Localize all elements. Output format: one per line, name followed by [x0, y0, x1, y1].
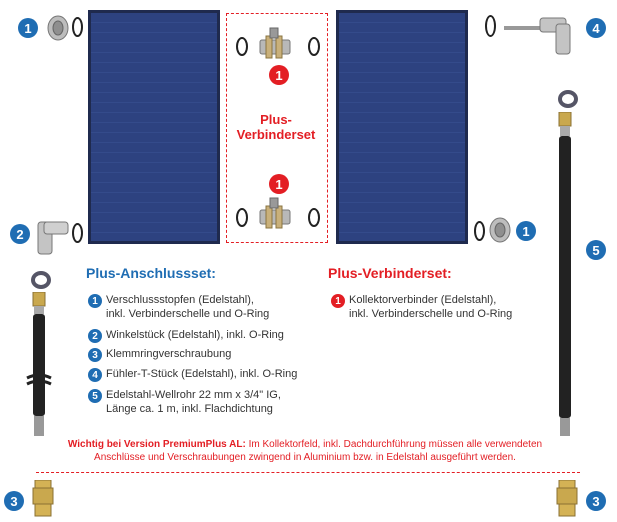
connector-set-title-line1: Plus-	[260, 112, 292, 127]
verbinderset-item	[349, 293, 549, 321]
o-ring-icon	[72, 17, 83, 37]
section-divider	[36, 472, 580, 473]
badge-left-elbow: 2	[10, 224, 30, 244]
item-text-line1: Fühler-T-Stück (Edelstahl), inkl. O-Ring	[106, 368, 298, 380]
anschlussset-item	[106, 293, 336, 321]
badge-connector-top: 1	[269, 65, 289, 85]
badge-bottom-left-fitting: 3	[4, 491, 24, 511]
elbow-fitting-icon	[36, 218, 70, 258]
item-text-line2: Länge ca. 1 m, inkl. Flachdichtung	[106, 403, 273, 415]
badge-left-plug: 1	[18, 18, 38, 38]
compression-fitting-icon	[556, 480, 578, 518]
anschlussset-item	[106, 328, 336, 342]
verbinderset-title: Plus-Verbinderset:	[328, 265, 452, 281]
anschlussset-item	[106, 367, 336, 381]
warning-note	[20, 438, 590, 464]
anschlussset-item-badge: 3	[88, 348, 102, 362]
warning-line1: Im Kollektorfeld, inkl. Dachdurchführung müssen alle verwendeten	[245, 439, 543, 450]
o-ring-icon	[485, 15, 496, 37]
end-plug-icon	[488, 216, 512, 244]
flat-gasket-icon	[31, 271, 51, 289]
item-text-line2: inkl. Verbinderschelle und O-Ring	[349, 308, 513, 320]
anschlussset-item-badge: 2	[88, 329, 102, 343]
badge-connector-bottom: 1	[269, 174, 289, 194]
sensor-t-piece-icon	[504, 14, 574, 56]
connector-set-title-line2: Verbinderset	[236, 127, 316, 142]
item-text-line1: Edelstahl-Wellrohr 22 mm x 3/4" IG,	[106, 389, 281, 401]
anschlussset-title: Plus-Anschlussset:	[86, 265, 216, 281]
anschlussset-item-badge: 5	[88, 389, 102, 403]
badge-right-plug: 1	[516, 221, 536, 241]
item-text-line2: inkl. Verbinderschelle und O-Ring	[106, 308, 270, 320]
connector-set-title	[226, 112, 326, 142]
compression-fitting-icon	[32, 480, 54, 518]
badge-right-pipe: 5	[586, 240, 606, 260]
anschlussset-item-badge: 4	[88, 368, 102, 382]
collector-panel-right	[336, 10, 468, 244]
o-ring-icon	[474, 221, 485, 241]
badge-bottom-right-fitting: 3	[586, 491, 606, 511]
end-plug-icon	[46, 14, 70, 42]
o-ring-icon	[236, 37, 248, 56]
collector-panel-left	[88, 10, 220, 244]
warning-label: Wichtig bei Version PremiumPlus AL:	[67, 439, 246, 450]
collector-connector-icon	[252, 26, 300, 66]
item-text-line1: Klemmringverschraubung	[106, 348, 232, 360]
o-ring-icon	[308, 208, 320, 227]
collector-connector-icon	[252, 196, 300, 236]
item-text-line1: Kollektorverbinder (Edelstahl),	[349, 294, 497, 306]
badge-sensor-t-piece: 4	[586, 18, 606, 38]
o-ring-icon	[72, 223, 83, 243]
item-text-line1: Verschlussstopfen (Edelstahl),	[106, 294, 254, 306]
anschlussset-item-badge: 1	[88, 294, 102, 308]
verbinderset-item-badge: 1	[331, 294, 345, 308]
warning-line2: Anschlüsse und Verschraubungen zwingend in Aluminium bzw. in Edelstahl ausgeführt werden.	[94, 452, 516, 463]
flat-gasket-icon	[558, 90, 578, 108]
corrugated-pipe-icon	[552, 112, 578, 438]
anschlussset-item	[106, 347, 336, 361]
corrugated-pipe-icon	[24, 292, 54, 438]
item-text-line1: Winkelstück (Edelstahl), inkl. O-Ring	[106, 329, 284, 341]
anschlussset-item	[106, 388, 336, 416]
o-ring-icon	[236, 208, 248, 227]
o-ring-icon	[308, 37, 320, 56]
